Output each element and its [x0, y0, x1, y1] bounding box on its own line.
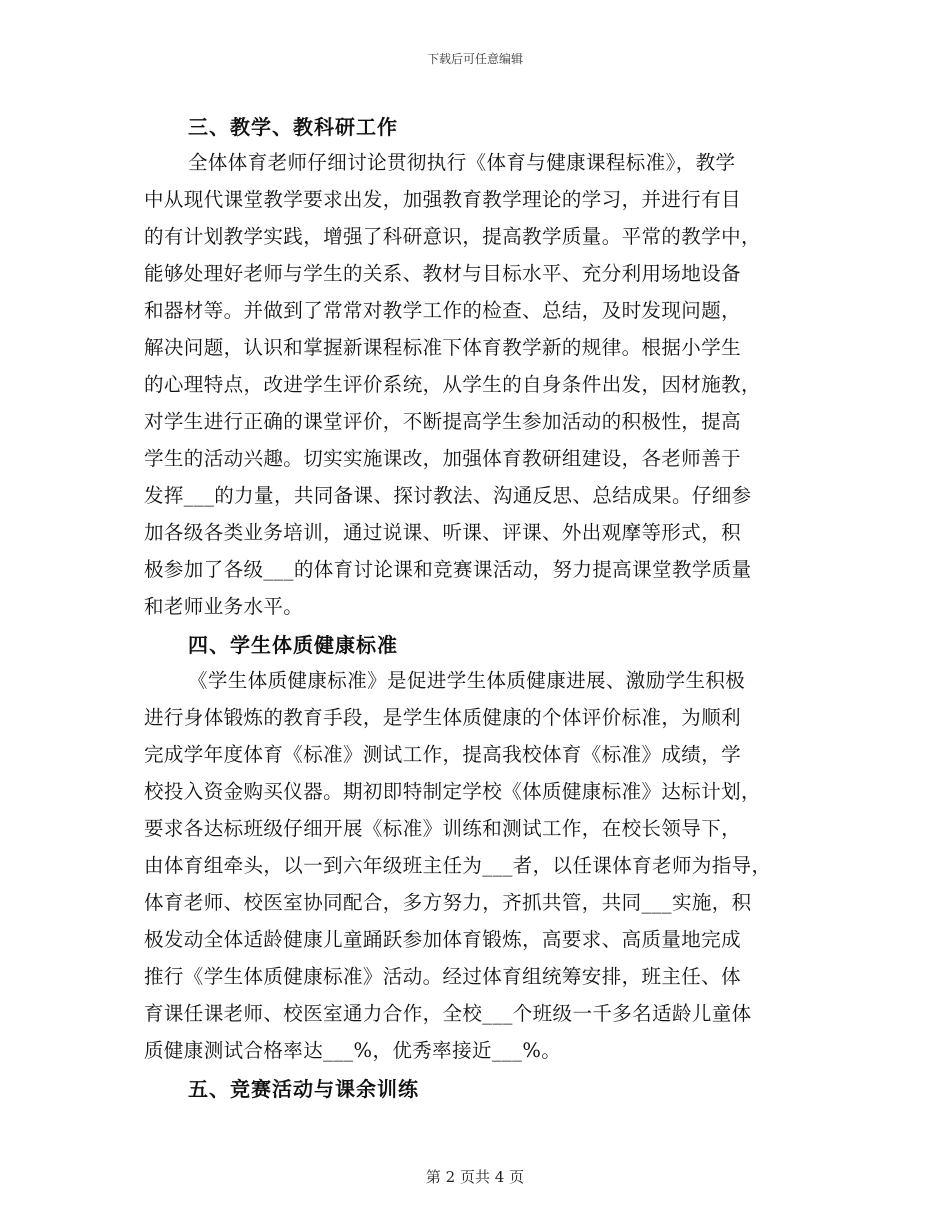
paragraph-line: 解决问题，认识和掌握新课程标准下体育教学新的规律。根据小学生 — [144, 336, 742, 359]
paragraph-line: 推行《学生体质健康标准》活动。经过体育组统筹安排，班主任、体 — [144, 965, 742, 988]
paragraph-line: 加各级各类业务培训，通过说课、听课、评课、外出观摩等形式，积 — [144, 521, 742, 544]
page-footer: 第 2 页共 4 页 — [425, 1168, 525, 1186]
paragraph-line: 全体体育老师仔细讨论贯彻执行《体育与健康课程标准》，教学 — [188, 151, 736, 174]
paragraph-line: 质健康测试合格率达___%，优秀率接近___%。 — [144, 1039, 562, 1062]
paragraph-line: 极参加了各级___的体育讨论课和竞赛课活动，努力提高课堂教学质量 — [144, 558, 752, 581]
paragraph-line: 的有计划教学实践，增强了科研意识，提高教学质量。平常的教学中， — [144, 225, 761, 248]
paragraph-line: 校投入资金购买仪器。期初即特制定学校《体质健康标准》达标计划， — [144, 780, 761, 803]
paragraph-line: 能够处理好老师与学生的关系、教材与目标水平、充分利用场地设备 — [144, 262, 742, 285]
paragraph-line: 完成学年度体育《标准》测试工作，提高我校体育《标准》成绩，学 — [144, 743, 742, 766]
paragraph-line: 和老师业务水平。 — [144, 595, 304, 618]
paragraph-line: 学生的活动兴趣。切实实施课改，加强体育教研组建设，各老师善于 — [144, 447, 742, 470]
section-5-heading: 五、竞赛活动与课余训练 — [188, 1077, 419, 1101]
paragraph-line: 发挥___的力量，共同备课、探讨教法、沟通反思、总结成果。仔细参 — [144, 484, 752, 507]
paragraph-line: 《学生体质健康标准》是促进学生体质健康进展、激励学生积极 — [188, 669, 746, 692]
paragraph-line: 中从现代课堂教学要求出发，加强教育教学理论的学习，并进行有目 — [144, 188, 742, 211]
paragraph-line: 育课任课老师、校医室通力合作，全校___个班级一千多名适龄儿童体 — [144, 1002, 752, 1025]
section-4-heading: 四、学生体质健康标准 — [188, 633, 398, 657]
paragraph-line: 极发动全体适龄健康儿童踊跃参加体育锻炼，高要求、高质量地完成 — [144, 928, 742, 951]
section-3-heading: 三、教学、教科研工作 — [188, 115, 398, 139]
paragraph-line: 和器材等。并做到了常常对教学工作的检查、总结，及时发现问题， — [144, 299, 742, 322]
paragraph-line: 进行身体锻炼的教育手段，是学生体质健康的个体评价标准，为顺利 — [144, 706, 742, 729]
paragraph-line: 的心理特点，改进学生评价系统，从学生的自身条件出发，因材施教， — [144, 373, 761, 396]
page-header: 下载后可任意编辑 — [426, 52, 523, 66]
paragraph-line: 要求各达标班级仔细开展《标准》训练和测试工作，在校长领导下， — [144, 817, 742, 840]
paragraph-line: 由体育组牵头，以一到六年级班主任为___者，以任课体育老师为指导， — [144, 854, 772, 877]
paragraph-line: 体育老师、校医室协同配合，多方努力，齐抓共管，共同___实施，积 — [144, 891, 752, 914]
paragraph-line: 对学生进行正确的课堂评价，不断提高学生参加活动的积极性，提高 — [144, 410, 742, 433]
